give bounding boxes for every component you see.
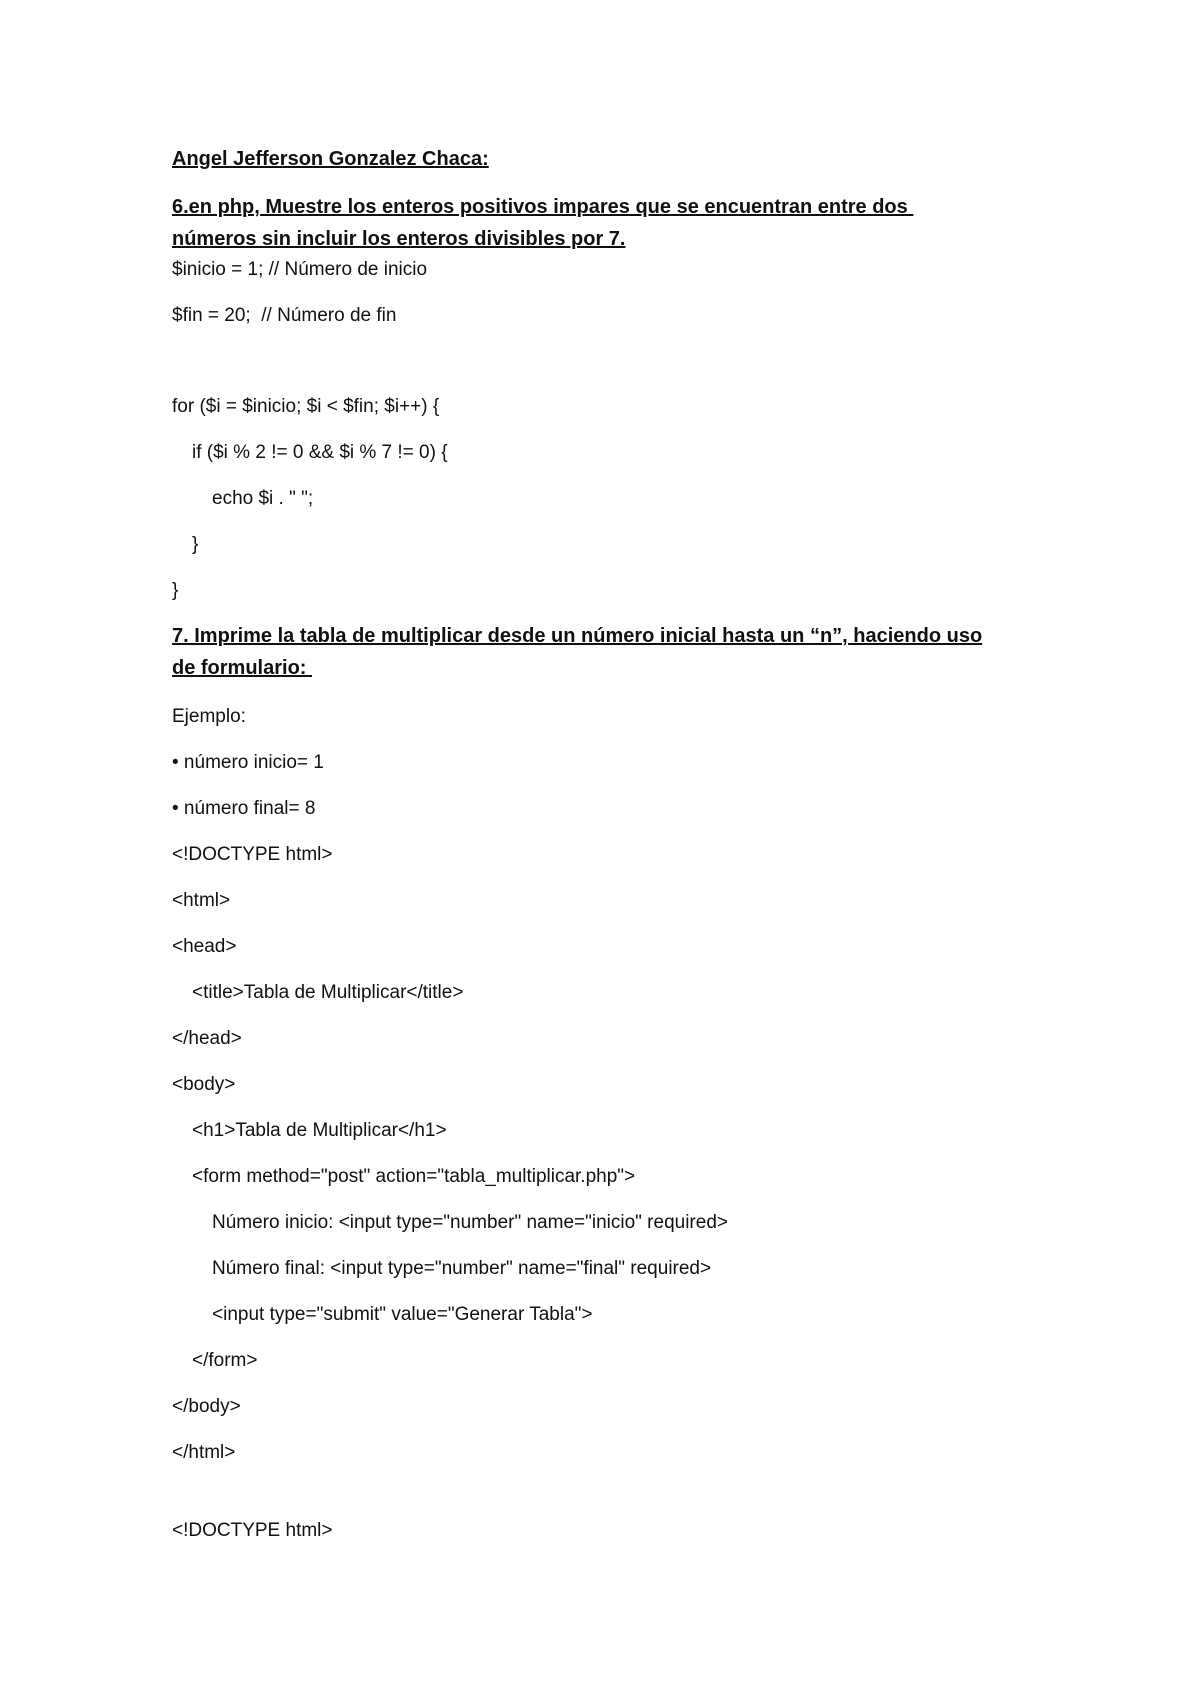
html-line-html-close: </html> bbox=[172, 1442, 236, 1463]
html-line-form-close: </form> bbox=[192, 1350, 258, 1371]
html-line-input-submit: <input type="submit" value="Generar Tabla"> bbox=[212, 1304, 593, 1325]
code-line-for: for ($i = $inicio; $i < $fin; $i++) { bbox=[172, 396, 440, 417]
html-line-html-open: <html> bbox=[172, 890, 231, 911]
html-line-body-close: </body> bbox=[172, 1396, 241, 1417]
author-heading: Angel Jefferson Gonzalez Chaca: bbox=[172, 148, 489, 170]
html-line-body-open: <body> bbox=[172, 1074, 236, 1095]
html-line-input-final: Número final: <input type="number" name="final" required> bbox=[212, 1258, 712, 1279]
html-line-h1: <h1>Tabla de Multiplicar</h1> bbox=[192, 1120, 447, 1141]
html-line-input-inicio: Número inicio: <input type="number" name="inicio" required> bbox=[212, 1212, 728, 1233]
code-line-if: if ($i % 2 != 0 && $i % 7 != 0) { bbox=[192, 442, 448, 463]
html-line-doctype: <!DOCTYPE html> bbox=[172, 844, 333, 865]
code-line-echo: echo $i . " "; bbox=[212, 488, 314, 509]
question-6-title-line2: números sin incluir los enteros divisibles por 7. bbox=[172, 228, 626, 250]
html-line-doctype-2: <!DOCTYPE html> bbox=[172, 1520, 333, 1541]
code-line-close-for: } bbox=[172, 580, 179, 601]
bullet-numero-final: • número final= 8 bbox=[172, 798, 316, 819]
example-label: Ejemplo: bbox=[172, 706, 246, 727]
question-7-title-line2: de formulario: bbox=[172, 657, 313, 679]
question-7-title-line1: 7. Imprime la tabla de multiplicar desde un número inicial hasta un “n”, haciendo uso bbox=[172, 625, 983, 647]
code-line-close-if: } bbox=[192, 534, 199, 555]
code-line-fin: $fin = 20; // Número de fin bbox=[172, 305, 397, 326]
html-line-form-open: <form method="post" action="tabla_multiplicar.php"> bbox=[192, 1166, 636, 1187]
html-line-head-open: <head> bbox=[172, 936, 237, 957]
bullet-numero-inicio: • número inicio= 1 bbox=[172, 752, 324, 773]
question-6-title-line1: 6.en php, Muestre los enteros positivos impares que se encuentran entre dos bbox=[172, 196, 914, 218]
code-line-inicio: $inicio = 1; // Número de inicio bbox=[172, 259, 428, 280]
html-line-title: <title>Tabla de Multiplicar</title> bbox=[192, 982, 464, 1003]
html-line-head-close: </head> bbox=[172, 1028, 242, 1049]
